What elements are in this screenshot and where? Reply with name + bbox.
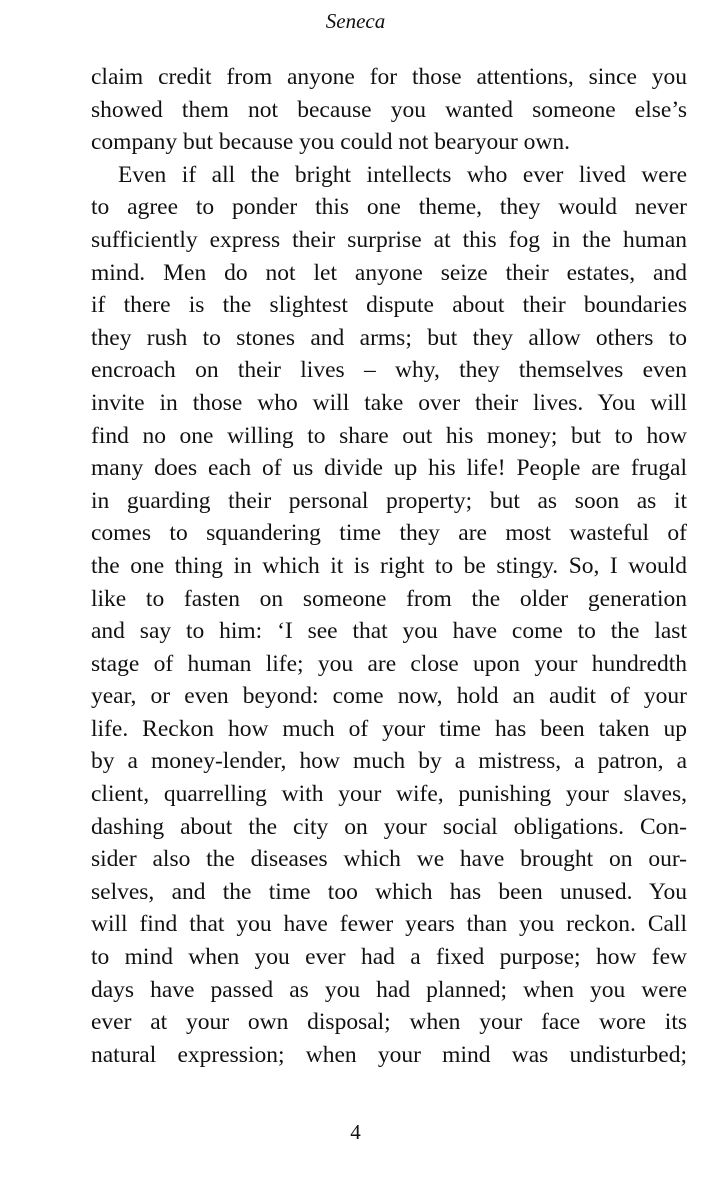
text-line: and say to him: ‘I see that you have come to the last: [91, 618, 687, 645]
text-line: dashing about the city on your social obligations. Con-: [91, 813, 687, 840]
text-line: to agree to ponder this one theme, they would never: [91, 194, 687, 221]
text-line: if there is the slightest dispute about their boundaries: [91, 292, 687, 319]
text-line: sider also the diseases which we have brought on our-: [91, 846, 687, 873]
text-line: claim credit from anyone for those attentions, since you: [91, 64, 687, 90]
text-line: life. Reckon how much of your time has been taken up: [91, 715, 687, 742]
text-line: natural expression; when your mind was undisturbed;: [91, 1041, 687, 1068]
text-line: mind. Men do not let anyone seize their estates, and: [91, 259, 687, 286]
text-line: year, or even beyond: come now, hold an audit of your: [91, 683, 687, 710]
text-line: Even if all the bright intellects who ever lived were: [118, 161, 687, 188]
text-line: stage of human life; you are close upon your hundredth: [91, 650, 687, 677]
text-line: comes to squandering time they are most wasteful of: [91, 520, 687, 547]
text-line: will find that you have fewer years than you reckon. Call: [91, 911, 687, 938]
text-line: selves, and the time too which has been unused. You: [91, 878, 687, 905]
text-line: by a money-lender, how much by a mistress, a patron, a: [91, 748, 687, 775]
text-line: the one thing in which it is right to be stingy. So, I would: [91, 552, 687, 579]
running-title: Seneca: [325, 9, 386, 33]
body-text: [91, 61, 687, 1071]
text-line: they rush to stones and arms; but they allow others to: [91, 324, 687, 351]
text-line: encroach on their lives – why, they themselves even: [91, 357, 687, 384]
text-line: in guarding their personal property; but as soon as it: [91, 487, 687, 514]
text-line: days have passed as you had planned; when you were: [91, 976, 687, 1003]
page-number: 4: [350, 1120, 361, 1144]
text-line: find no one willing to share out his money; but to how: [91, 422, 687, 449]
text-line: like to fasten on someone from the older generation: [91, 585, 687, 612]
text-line: many does each of us divide up his life! People are frugal: [91, 455, 687, 482]
text-line: client, quarrelling with your wife, punishing your slaves,: [91, 781, 687, 808]
text-line: company but because you could not bearyour own.: [91, 129, 571, 156]
text-line: sufficiently express their surprise at this fog in the human: [91, 226, 687, 253]
text-line: invite in those who will take over their lives. You will: [91, 389, 687, 416]
text-line: showed them not because you wanted someone else’s: [91, 96, 687, 123]
text-line: ever at your own disposal; when your face wore its: [91, 1009, 687, 1036]
text-line: to mind when you ever had a fixed purpose; how few: [91, 944, 687, 971]
